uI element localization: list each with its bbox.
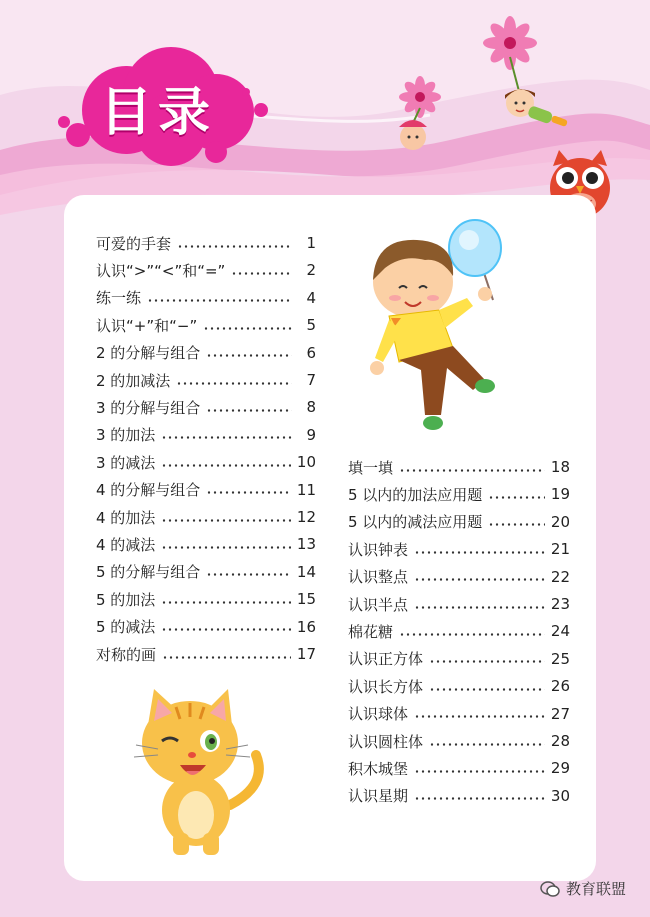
toc-leader-dots — [414, 578, 545, 581]
toc-entry-page: 15 — [296, 590, 316, 609]
toc-entry-page: 2 — [306, 261, 316, 280]
toc-entry[interactable] — [96, 532, 316, 556]
toc-entry-page: 20 — [550, 512, 570, 531]
toc-entry[interactable] — [348, 619, 570, 643]
toc-entry-title: 认识正方体 — [348, 650, 424, 669]
toc-entry[interactable] — [96, 560, 316, 584]
toc-leader-dots — [161, 601, 291, 604]
toc-entry[interactable] — [96, 313, 316, 337]
toc-leader-dots — [206, 354, 292, 357]
toc-leader-dots — [414, 606, 545, 609]
toc-leader-dots — [206, 491, 291, 494]
toc-entry-title: 练一练 — [96, 289, 142, 308]
toc-entry-title: 填一填 — [348, 458, 394, 477]
toc-entry[interactable] — [96, 423, 316, 447]
toc-leader-dots — [488, 496, 545, 499]
toc-entry[interactable] — [348, 510, 570, 534]
toc-entry-page: 27 — [550, 704, 570, 723]
toc-entry[interactable] — [96, 368, 316, 392]
toc-entry-title: 认识“+”和“−” — [96, 316, 198, 335]
toc-entry-title: 3 的减法 — [96, 453, 156, 472]
toc-entry[interactable] — [96, 258, 316, 282]
toc-entry-page: 24 — [550, 622, 570, 641]
toc-entry-title: 棉花糖 — [348, 622, 394, 641]
toc-entry-title: 5 以内的加法应用题 — [348, 485, 483, 504]
wechat-icon — [540, 881, 560, 897]
watermark-text: 教育联盟 — [566, 880, 627, 898]
toc-entry[interactable] — [96, 642, 316, 666]
toc-entry-page: 22 — [550, 567, 570, 586]
toc-leader-dots — [231, 272, 292, 275]
toc-entry-page: 4 — [306, 288, 316, 307]
toc-entry-page: 13 — [296, 535, 316, 554]
toc-leader-dots — [161, 519, 291, 522]
toc-entry-page: 23 — [550, 595, 570, 613]
toc-entry-page: 9 — [306, 425, 316, 444]
flower-girl-illustration — [385, 15, 585, 160]
toc-entry-page: 25 — [550, 649, 570, 668]
toc-entry-title: 5 以内的减法应用题 — [348, 513, 483, 532]
toc-entry-page: 12 — [296, 508, 316, 526]
toc-entry-page: 28 — [550, 732, 570, 750]
toc-entry-page: 10 — [296, 453, 316, 472]
toc-entry-title: 5 的加法 — [96, 590, 156, 609]
toc-entry-title: 对称的画 — [96, 645, 157, 664]
toc-entry[interactable] — [96, 395, 316, 419]
toc-entry[interactable] — [96, 231, 316, 255]
toc-entry-page: 19 — [550, 485, 570, 504]
toc-entry-page: 14 — [296, 562, 316, 581]
toc-entry-page: 8 — [306, 398, 316, 417]
watermark — [540, 878, 626, 899]
toc-entry-title: 认识长方体 — [348, 677, 424, 696]
toc-leader-dots — [414, 551, 545, 554]
toc-entry-title: 认识半点 — [348, 595, 409, 614]
toc-leader-dots — [147, 299, 292, 302]
toc-leader-dots — [176, 382, 292, 385]
toc-leader-dots — [414, 770, 545, 773]
toc-entry-title: 认识整点 — [348, 568, 409, 587]
toc-entry-title: 2 的加减法 — [96, 371, 171, 390]
toc-entry-page: 17 — [296, 645, 316, 663]
toc-leader-dots — [429, 660, 545, 663]
toc-entry-title: 3 的分解与组合 — [96, 398, 201, 417]
toc-entry-page: 7 — [306, 371, 316, 389]
toc-entry[interactable] — [348, 756, 570, 780]
toc-leader-dots — [203, 327, 292, 330]
toc-leader-dots — [161, 546, 291, 549]
toc-entry[interactable] — [96, 286, 316, 310]
toc-leader-dots — [488, 523, 545, 526]
toc-entry-page: 16 — [296, 617, 316, 636]
toc-entry[interactable] — [348, 592, 570, 616]
toc-entry[interactable] — [348, 565, 570, 589]
toc-entry-title: 认识球体 — [348, 705, 409, 724]
toc-entry-title: 5 的分解与组合 — [96, 563, 201, 582]
toc-entry-page: 30 — [550, 786, 570, 805]
toc-entry-title: 认识钟表 — [348, 540, 409, 559]
toc-entry-title: 认识圆柱体 — [348, 732, 424, 751]
toc-entry-page: 26 — [550, 677, 570, 696]
toc-entry-title: 5 的减法 — [96, 618, 156, 637]
toc-entry[interactable] — [96, 587, 316, 611]
toc-entry[interactable] — [348, 537, 570, 561]
toc-entry[interactable] — [348, 702, 570, 726]
toc-entry-page: 6 — [306, 343, 316, 362]
toc-entry-title: 认识星期 — [348, 787, 409, 806]
toc-entry-page: 18 — [550, 458, 570, 476]
toc-leader-dots — [429, 688, 545, 691]
toc-entry[interactable] — [96, 505, 316, 529]
toc-entry[interactable] — [96, 478, 316, 502]
toc-leader-dots — [162, 656, 291, 659]
toc-entry[interactable] — [348, 674, 570, 698]
toc-entry-title: 3 的加法 — [96, 426, 156, 445]
toc-entry-title: 认识“>”“<”和“=” — [96, 261, 226, 280]
toc-entry[interactable] — [348, 784, 570, 808]
toc-leader-dots — [161, 628, 291, 631]
toc-entry[interactable] — [348, 455, 570, 479]
boy-illustration — [355, 210, 530, 445]
toc-leader-dots — [399, 469, 545, 472]
toc-leader-dots — [161, 436, 292, 439]
toc-entry-title: 2 的分解与组合 — [96, 344, 201, 363]
toc-entry-title: 积木城堡 — [348, 759, 409, 778]
toc-entry-title: 可爱的手套 — [96, 234, 172, 253]
toc-entry[interactable] — [348, 647, 570, 671]
toc-entry-page: 11 — [296, 480, 316, 499]
toc-entry[interactable] — [96, 341, 316, 365]
toc-entry-page: 5 — [306, 316, 316, 335]
toc-entry[interactable] — [96, 450, 316, 474]
cat-illustration — [118, 685, 273, 860]
toc-leader-dots — [161, 464, 291, 467]
toc-entry-page: 1 — [306, 234, 316, 252]
toc-leader-dots — [414, 715, 545, 718]
toc-entry-page: 29 — [550, 759, 570, 778]
toc-entry-title: 4 的分解与组合 — [96, 481, 201, 500]
page-title: 目录 — [100, 83, 217, 143]
toc-entry-title: 4 的减法 — [96, 535, 156, 554]
toc-entry[interactable] — [348, 729, 570, 753]
toc-leader-dots — [177, 245, 292, 248]
toc-leader-dots — [399, 633, 545, 636]
toc-leader-dots — [429, 743, 545, 746]
toc-entry-title: 4 的加法 — [96, 508, 156, 527]
toc-entry[interactable] — [348, 482, 570, 506]
toc-leader-dots — [414, 797, 545, 800]
toc-entry-page: 21 — [550, 540, 570, 559]
toc-leader-dots — [206, 409, 292, 412]
toc-leader-dots — [206, 573, 291, 576]
toc-entry[interactable] — [96, 615, 316, 639]
